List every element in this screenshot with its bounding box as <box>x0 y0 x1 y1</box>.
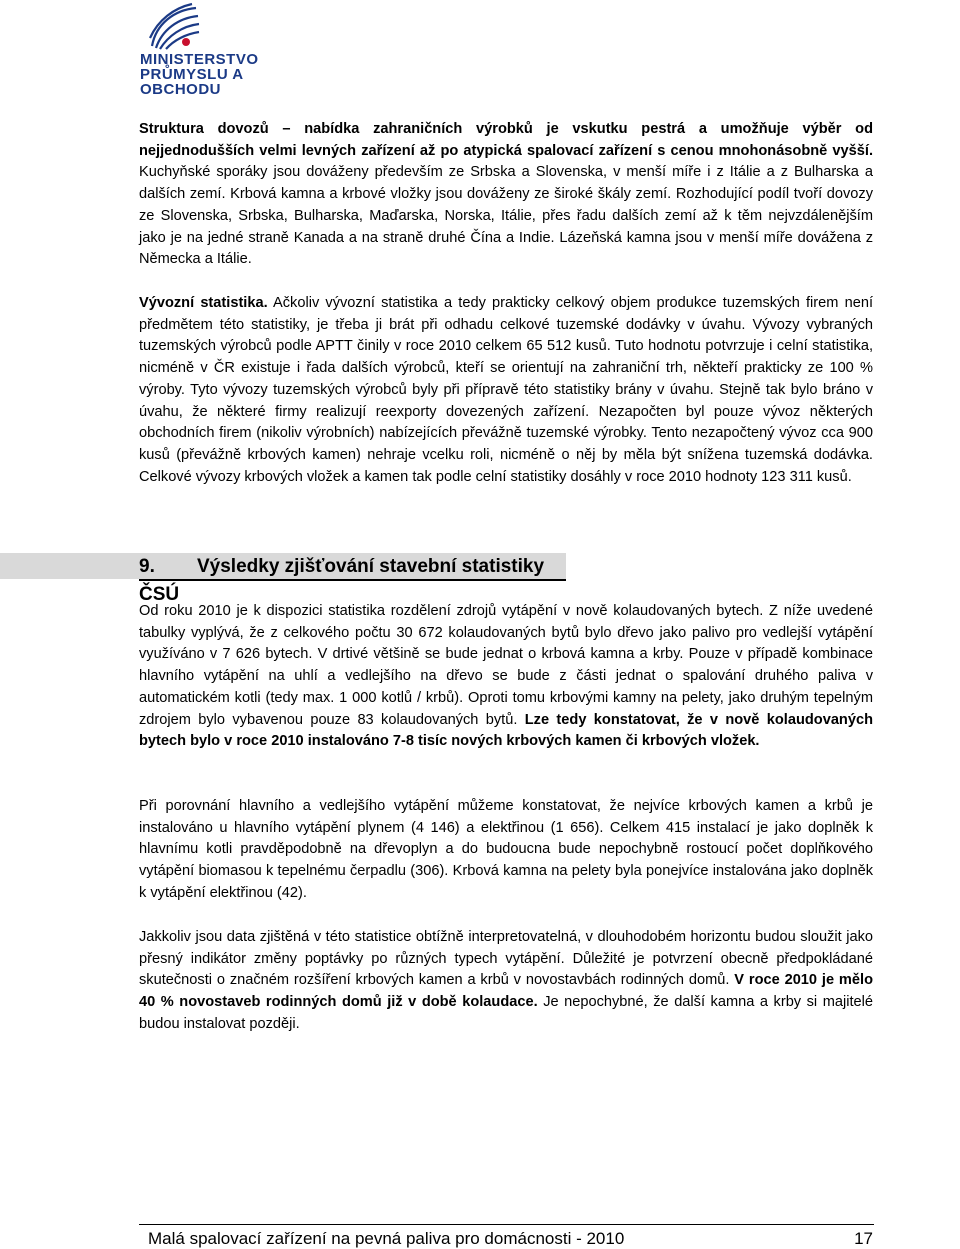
section-number: 9. <box>139 556 155 577</box>
ministry-logo <box>130 2 320 98</box>
logo-wordmark <box>140 52 320 97</box>
section-heading <box>139 553 566 605</box>
paragraph-conclusion-bold: Lze tedy konstatovat, že v nově kolaudovaných bytech bylo v roce 2010 instalováno 7-8 tisíc nových krbových kamen či krbových vložek. <box>139 711 873 750</box>
paragraph-imports <box>139 119 873 271</box>
logo-line-2: PRŮMYSLU A OBCHODU <box>140 66 244 98</box>
paragraph-lead-bold: Vývozní statistika. <box>139 295 268 311</box>
footer-document-title: Malá spalovací zařízení na pevná paliva pro domácnosti - 2010 <box>148 1229 625 1248</box>
footer-divider <box>139 1224 874 1225</box>
paragraph-body: Jakkoliv jsou data zjištěná v této statistice obtížně interpretovatelná, v dlouhodobém horizontu budou sloužit jako přesný indikátor změny poptávky po různých typech vytápění. Důležité je potvrzení obecně předpokládané skutečnosti o značném rozšíření krbových kamen a krbů v novostavbách rodinných domů. <box>139 929 873 989</box>
paragraph-body: Kuchyňské sporáky jsou dováženy především ze Srbska a Slovenska, v menší míře i z Itálie a z Bulharska a dalších zemí. Krbová kamna a krbové vložky jsou dováženy ze široké škály zemí. Rozhodující podíl tvoří dovozy ze Slovenska, Srbska, Bulharska, Maďarska, Norska, Itálie, přes řadu dalších zemí až k těm nejvzdálenějším jako je na jedné straně Kanada a na straně druhé Čína a Indie. Lázeňská kamna jsou v menší míře dovážena z Německa a Itálie. <box>139 164 873 268</box>
footer-page-number: 17 <box>854 1229 873 1248</box>
section-title: Výsledky zjišťování stavební statistiky ČSÚ <box>139 556 545 605</box>
paragraph-interpretation <box>139 927 873 1036</box>
paragraph-body: Od roku 2010 je k dispozici statistika rozdělení zdrojů vytápění v nově kolaudovaných bytech. Z níže uvedené tabulky vyplývá, že z celkového počtu 30 672 kolaudovaných bytů bylo dřevo jako palivo pro vedlejší vytápění využíváno v 7 626 bytech. V drtivé většině se bude jednat o krbová kamna a krby. Pouze v případě kombinace hlavního vytápění na uhlí a vedlejšího na dřevo se bude z části jednat o spalování druhého paliva v automatickém kotli (tedy max. 1 000 kotlů / krbů). Oproti tomu krbovými kamny na pelety, jako druhým tepelným zdrojem bylo vybavenou pouze 83 kolaudovaných bytů. <box>139 603 873 728</box>
paragraph-construction-statistics <box>139 601 873 753</box>
paragraph-body: Při porovnání hlavního a vedlejšího vytápění můžeme konstatovat, že nejvíce krbových kamen a krbů je instalováno u hlavního vytápění plynem (4 146) a elektřinou (1 656). Celkem 415 instalací je jako doplněk k hlavnímu kotli pravděpodobně na dřevoplyn a do budoucna bude nepochybně rostoucí počet doplňkového vytápění biomasou k tepelnému čerpadlu (306). Krbová kamna na pelety byla ponejvíce instalována jako doplněk k vytápění elektřinou (42). <box>139 798 873 901</box>
paragraph-tail: Je nepochybné, že další kamna a krby si majitelé budou instalovat později. <box>139 994 873 1032</box>
paragraph-emphasis-bold: V roce 2010 je mělo 40 % novostaveb rodinných domů již v době kolaudace. <box>139 972 873 1011</box>
logo-line-1: MINISTERSTVO <box>140 51 259 68</box>
paragraph-body: Ačkoliv vývozní statistika a tedy prakticky celkový objem produkce tuzemských firem není předmětem této statistiky, je třeba ji brát při odhadu celkové tuzemské dodávky v úvahu. Vývozy vybraných tuzemských výrobců podle APTT činily v roce 2010 celkem 65 512 kusů. Tuto hodnotu potvrzuje i celní statistika, nicméně v ČR existuje i řada dalších výrobců, kteří se orientují na zahraniční trh, někteří prakticky ze 100 % výroby. Tyto vývozy tuzemských výrobců byly při přípravě této statistiky brány v úvahu. Stejně tak bylo bráno v úvahu, že některé firmy realizují reexporty dovezených zařízení. Nezapočten byl pouze vývoz některých obchodních firem (nikoliv výrobních) nabízejících převážně tuzemské výrobky. Tento nezapočtený vývoz cca 900 kusů (převážně krbových kamen) nehraje vcelku roli, nicméně o něj by měla být snížena tuzemská dodávka. Celkové vývozy krbových vložek a kamen tak podle celní statistiky dosáhly v roce 2010 hodnoty 123 311 kusů. <box>139 295 873 485</box>
paragraph-export-statistics <box>139 293 873 488</box>
paragraph-lead-bold: Struktura dovozů – nabídka zahraničních výrobků je vskutku pestrá a umožňuje výběr od nejjednodušších velmi levných zařízení až po atypická spalovací zařízení s cenou mnohonásobně vyšší. <box>139 121 873 159</box>
paragraph-heating-comparison <box>139 796 873 905</box>
globe-logo-icon <box>144 2 204 52</box>
